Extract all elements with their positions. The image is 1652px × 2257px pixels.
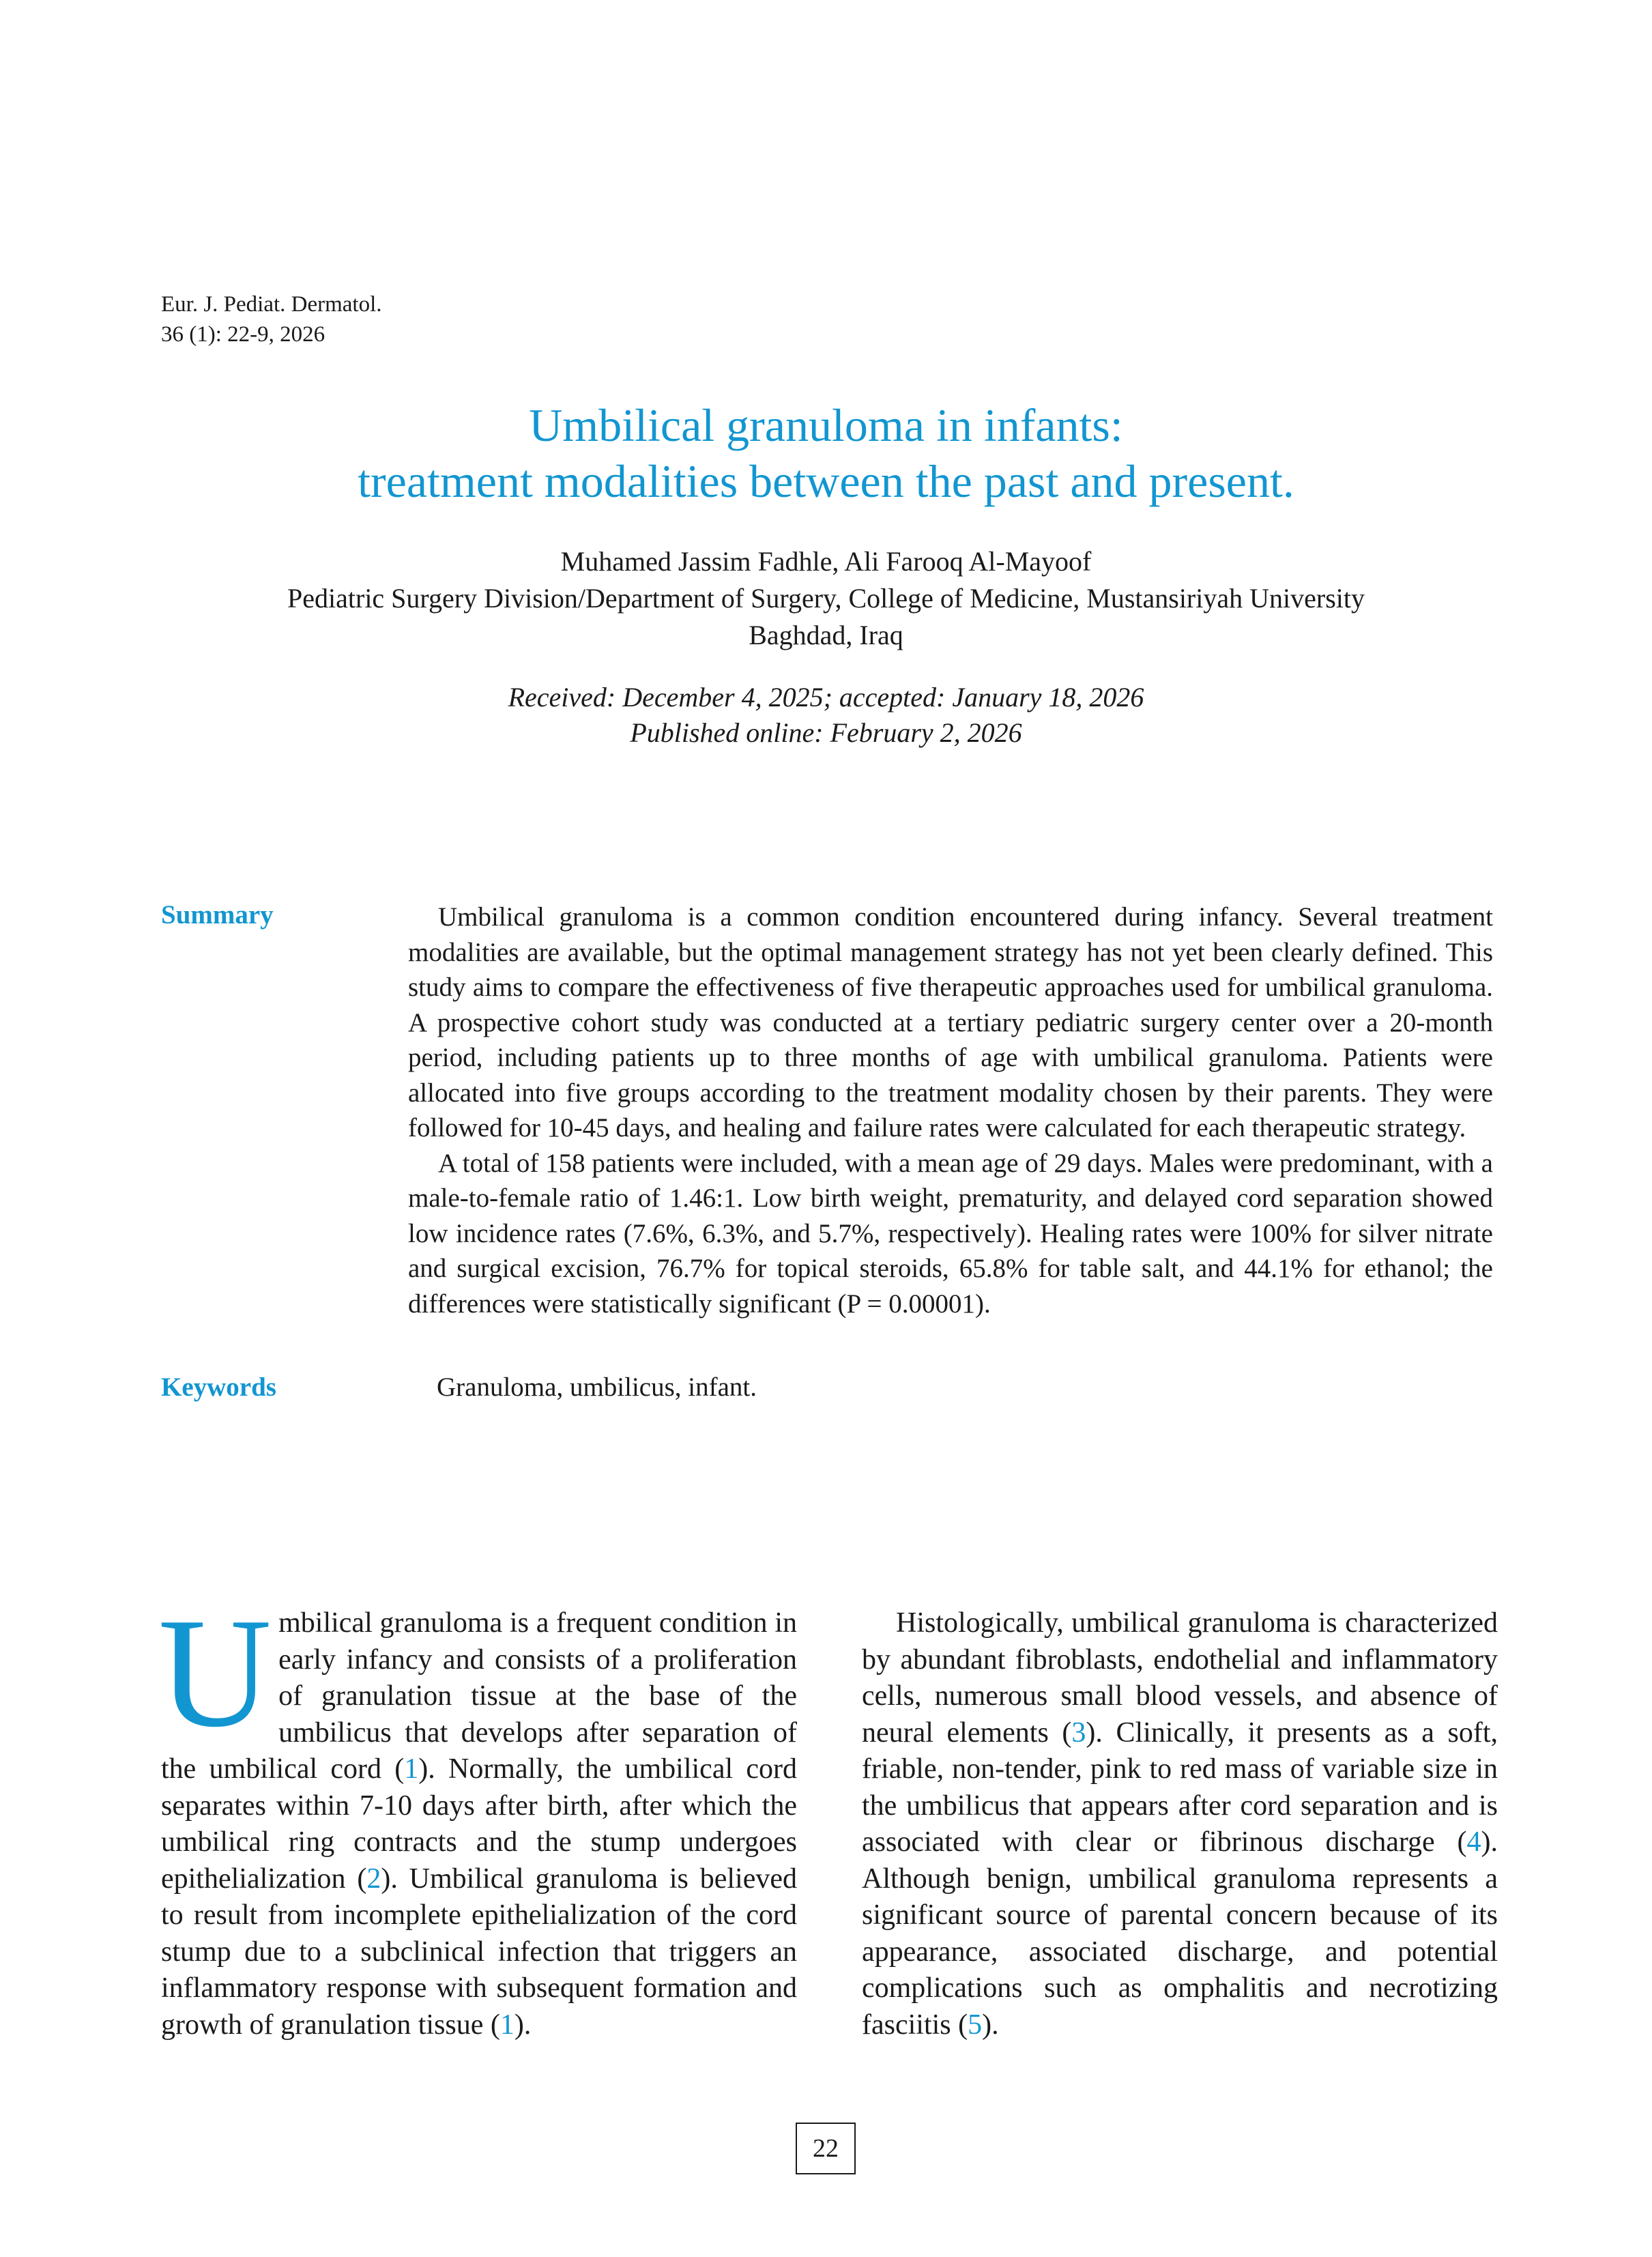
author-affiliation: Pediatric Surgery Division/Department of Surgery, College of Medicine, Mustansiriyah University (287, 583, 1365, 614)
summary-paragraph-1: Umbilical granuloma is a common condition encountered during infancy. Several treatment modalities are available, but the optimal management strategy has not yet been clearly defined. This study aims to compare the effectiveness of five therapeutic approaches used for umbilical granuloma. A prospective cohort study was conducted at a tertiary pediatric surgery center over a 20-month period, including patients up to three months of age with umbilical granuloma. Patients were allocated into five groups according to the treatment modality chosen by their parents. They were followed for 10-45 days, and healing and failure rates were calculated for each therapeutic strategy. (408, 902, 1493, 1142)
journal-name: Eur. J. Pediat. Dermatol. (161, 292, 382, 317)
article-dates (0, 680, 1652, 751)
page-number: 22 (796, 2123, 856, 2174)
keywords-heading: Keywords (161, 1372, 276, 1402)
summary-heading: Summary (161, 900, 274, 930)
reference-link-4[interactable]: 4 (1466, 1826, 1481, 1858)
keywords-list: Granuloma, umbilicus, infant. (437, 1372, 757, 1402)
reference-link-5[interactable]: 5 (968, 2009, 983, 2041)
article-title (0, 397, 1652, 509)
journal-issue: 36 (1): 22-9, 2026 (161, 322, 325, 347)
title-line-1: Umbilical granuloma in infants: (529, 399, 1123, 451)
reference-link-2[interactable]: 2 (366, 1863, 381, 1895)
author-block (0, 543, 1652, 654)
reference-link-1b[interactable]: 1 (499, 2009, 515, 2041)
author-location: Baghdad, Iraq (749, 620, 903, 650)
histology-paragraph: Histologically, umbilical granuloma is characterized by abundant fibroblasts, endothelial and inflammatory cells, numerous small blood vessels, and absence of neural elements (3). Clinically, it presents as a soft, friable, non-tender, pink to red mass of variable size in the umbilicus that appears after cord separation and is associated with clear or fibrinous discharge (4). Although benign, umbilical granuloma represents a significant source of parental concern because of its appearance, associated discharge, and potential complications such as omphalitis and necrotizing fasciitis (5). (862, 1607, 1498, 2041)
summary-paragraph-2: A total of 158 patients were included, with a mean age of 29 days. Males were predominant, with a male-to-female ratio of 1.46:1. Low birth weight, prematurity, and delayed cord separation showed low incidence rates (7.6%, 6.3%, and 5.7%, respectively). Healing rates were 100% for silver nitrate and surgical excision, 76.7% for topical steroids, 65.8% for table salt, and 44.1% for ethanol; the differences were statistically significant (P = 0.00001). (408, 1148, 1493, 1319)
drop-cap: U (158, 1585, 272, 1759)
body-column-left (158, 1585, 797, 2043)
body-column-right (862, 1605, 1498, 2043)
summary-body (408, 900, 1493, 1321)
received-date: Received: December 4, 2025; accepted: January 18, 2026 (508, 682, 1144, 713)
published-date: Published online: February 2, 2026 (630, 717, 1022, 748)
author-names: Muhamed Jassim Fadhle, Ali Farooq Al-Mayoof (560, 546, 1092, 577)
journal-citation (161, 289, 382, 349)
reference-link-3[interactable]: 3 (1071, 1716, 1086, 1749)
reference-link-1[interactable]: 1 (404, 1753, 419, 1785)
intro-paragraph: Umbilical granuloma is a frequent condition in early infancy and consists of a proliferation of granulation tissue at the base of the umbilicus that develops after separation of the umbilical cord (1). Normally, the umbilical cord separates within 7-10 days after birth, after which the umbilical ring contracts and the stump undergoes epithelialization (2). Umbilical granuloma is believed to result from incomplete epithelialization of the cord stump due to a subclinical infection that triggers an inflammatory response with subsequent formation and growth of granulation tissue (1). (158, 1585, 797, 2041)
title-line-2: treatment modalities between the past and present. (358, 455, 1294, 507)
